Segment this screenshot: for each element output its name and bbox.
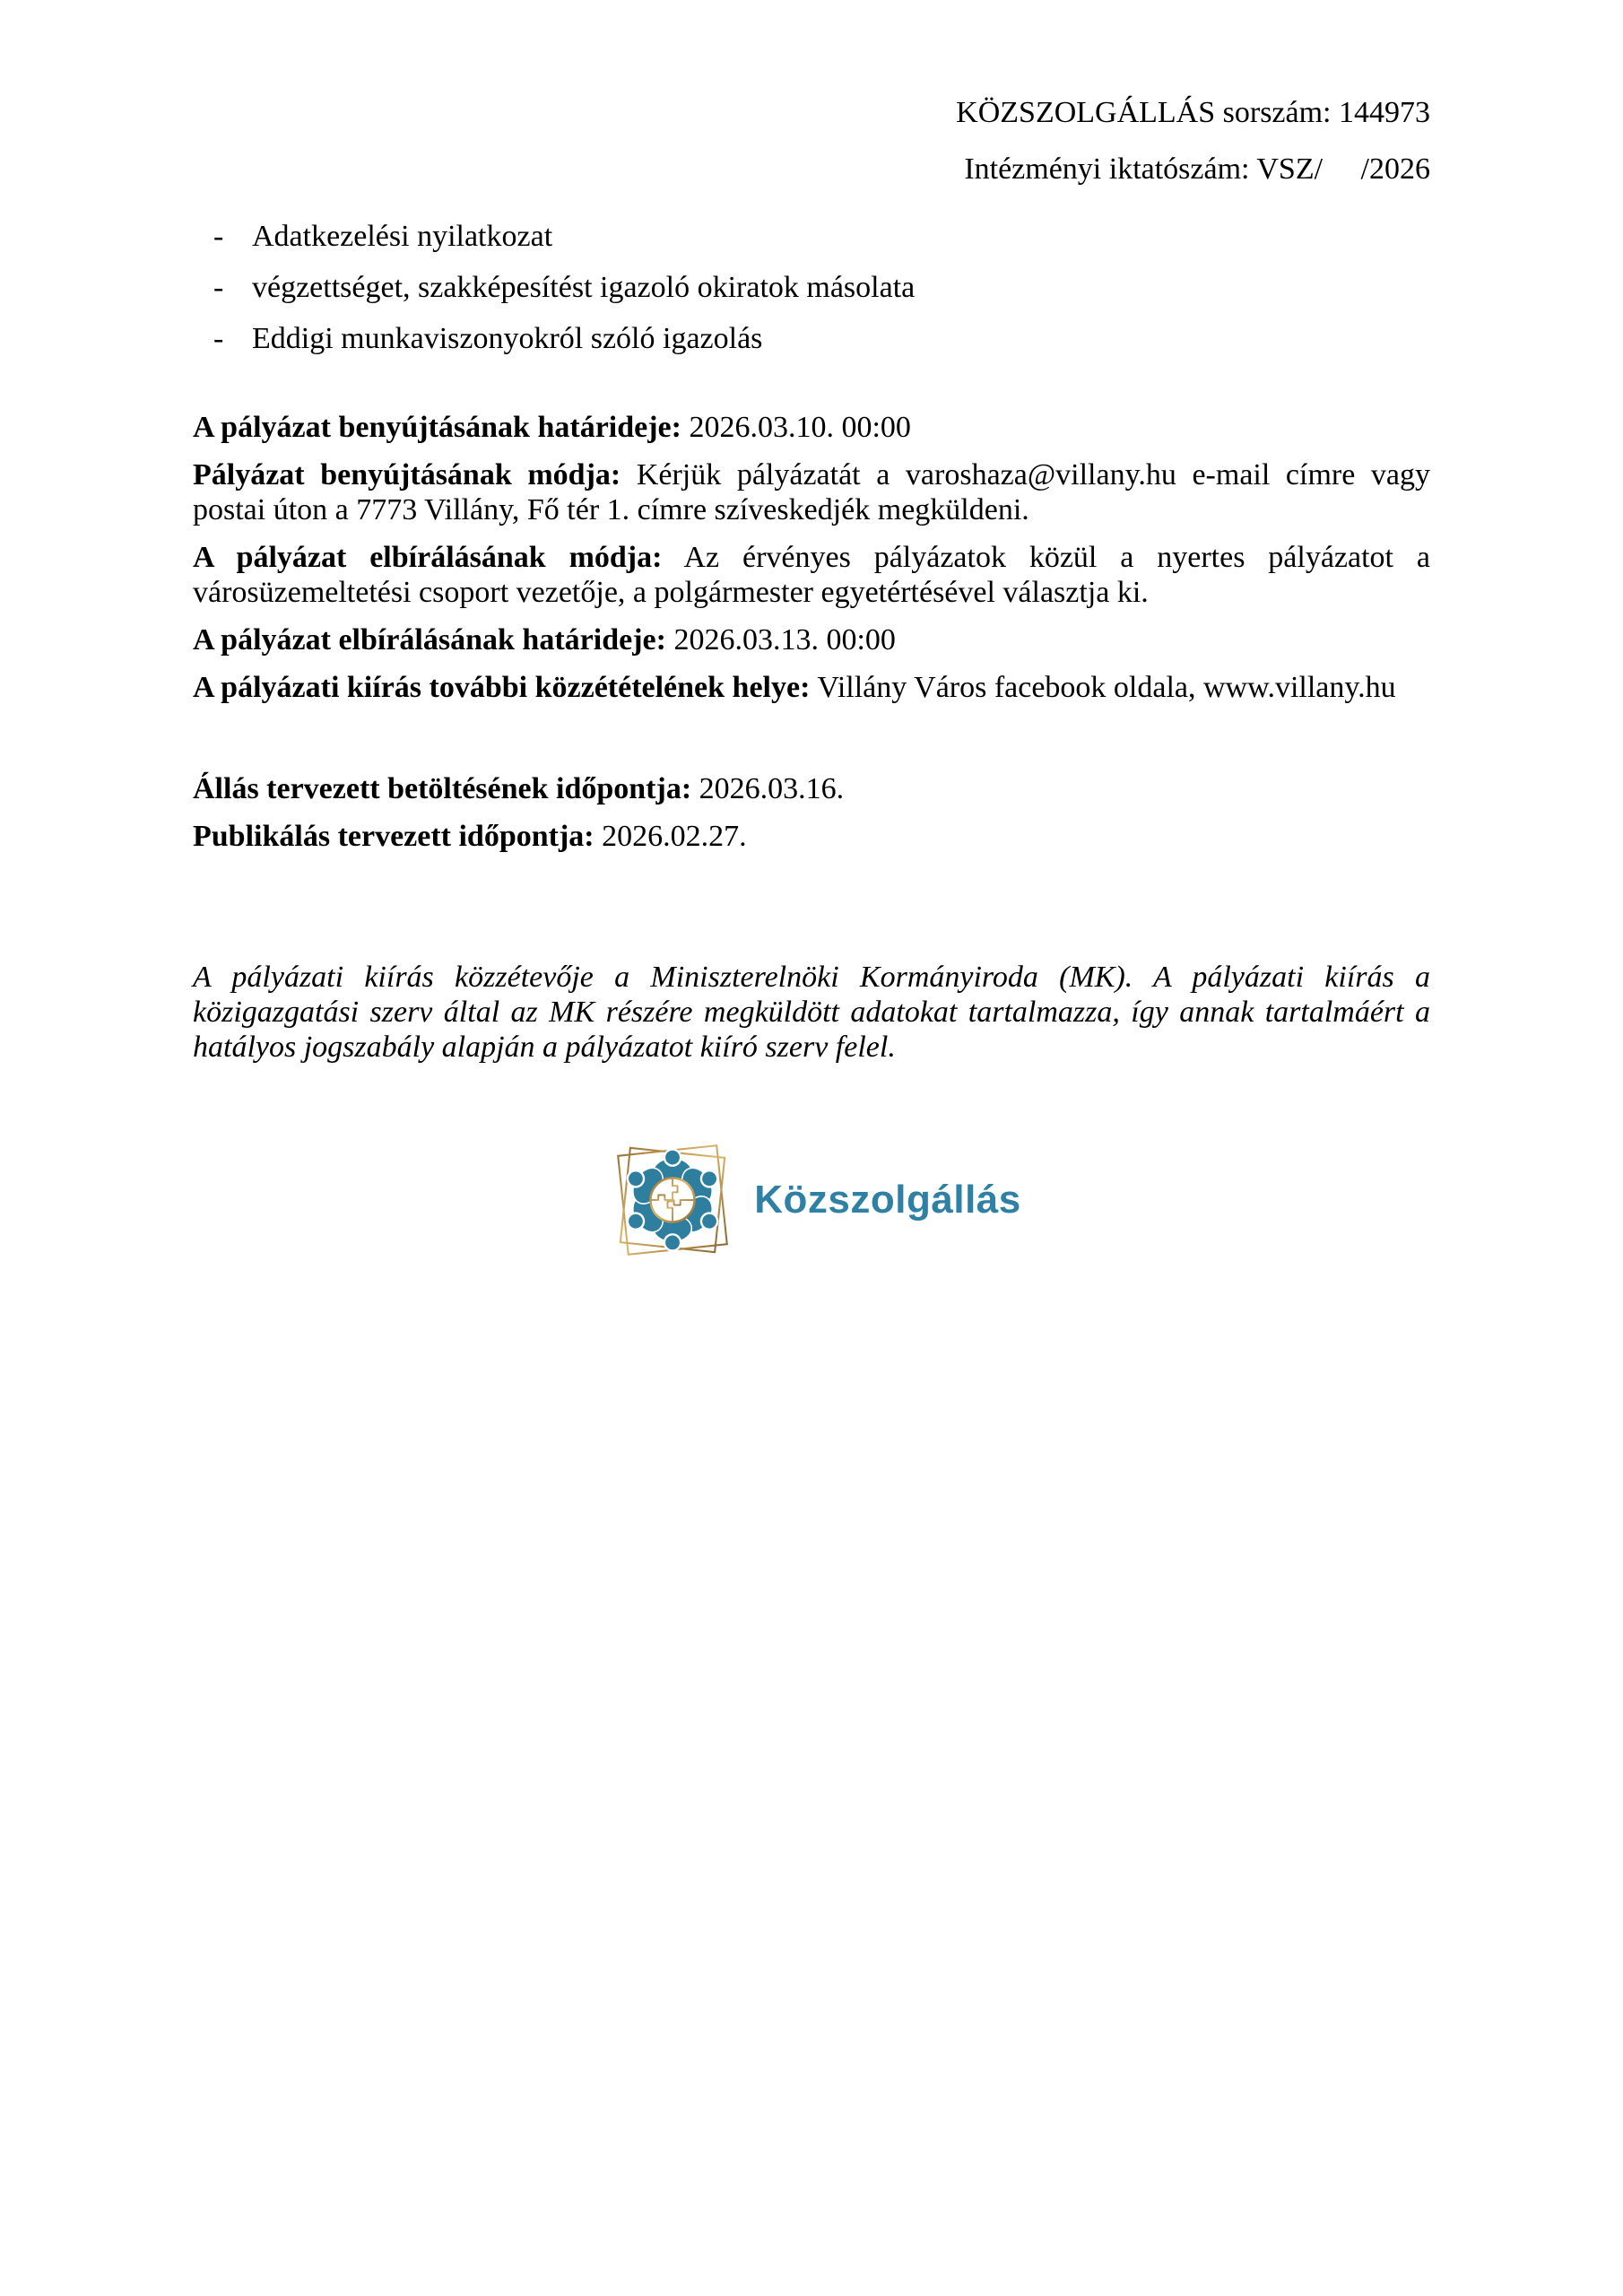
field-value: 2026.02.27. [602, 820, 747, 853]
attachment-item [193, 219, 1430, 254]
attachment-item-text: Eddigi munkaviszonyokról szóló igazolás [252, 322, 763, 355]
attachment-item [193, 270, 1430, 305]
kozszolgallas-wordmark: Közszolgállás [754, 1178, 1021, 1222]
people-circle-icon [625, 1150, 721, 1251]
attachment-list [193, 219, 1430, 356]
field-value: Kérjük pályázatát a varoshaza@villany.hu e-mail címre vagy postai úton a 7773 Villány, Fő tér 1. címre szíveskedjék megküldeni. [193, 458, 1430, 526]
puzzle-circle-icon [651, 1178, 695, 1222]
bullet-dash: - [213, 220, 224, 253]
field-submission-method [193, 457, 1430, 527]
serial-number-line: KÖZSZOLGÁLLÁS sorszám: 144973 [956, 96, 1430, 129]
field-value: 2026.03.13. 00:00 [673, 623, 896, 657]
field-evaluation-method [193, 540, 1430, 610]
field-position-start-date [193, 771, 1430, 806]
field-submission-deadline [193, 410, 1430, 445]
attachment-item [193, 321, 1430, 356]
field-evaluation-deadline [193, 622, 1430, 657]
field-value: Az érvényes pályázatok közül a nyertes pályázatot a városüzemeltetési csoport vezetője, a polgármester egyetértésével választja ki. [193, 541, 1430, 609]
bullet-dash: - [213, 271, 224, 304]
field-label: Állás tervezett betöltésének időpontja: [193, 772, 692, 805]
document-header [193, 95, 1430, 187]
bullet-dash: - [213, 322, 224, 355]
kozszolgallas-logo [193, 1129, 1430, 1271]
attachment-item-text: Adatkezelési nyilatkozat [252, 220, 553, 253]
field-additional-publication [193, 670, 1430, 705]
field-value: 2026.03.10. 00:00 [689, 411, 911, 444]
field-value: 2026.03.16. [699, 772, 845, 805]
field-label: A pályázat elbírálásának határideje: [193, 623, 666, 657]
publisher-disclaimer: A pályázati kiírás közzétevője a Miniszterelnöki Kormányiroda (MK). A pályázati kiírás a közigazgatási szerv által az MK részére megküldött adatokat tartalmazza, így annak tartalmáért a hatályos jogszabály alapján a pályázatot kiíró szerv felel. [193, 961, 1430, 1064]
field-publication-date [193, 819, 1430, 854]
attachment-item-text: végzettséget, szakképesítést igazoló okiratok másolata [252, 271, 916, 304]
field-label: Publikálás tervezett időpontja: [193, 820, 595, 853]
kozszolgallas-logo-icon [602, 1129, 743, 1271]
field-label: A pályázat elbírálásának módja: [193, 541, 663, 574]
field-value: Villány Város facebook oldala, www.villany.hu [817, 671, 1396, 704]
field-label: Pályázat benyújtásának módja: [193, 458, 621, 491]
field-label: A pályázati kiírás további közzétételének helye: [193, 671, 811, 704]
field-label: A pályázat benyújtásának határideje: [193, 411, 681, 444]
registry-number-line: Intézményi iktatószám: VSZ/ /2026 [964, 152, 1430, 186]
